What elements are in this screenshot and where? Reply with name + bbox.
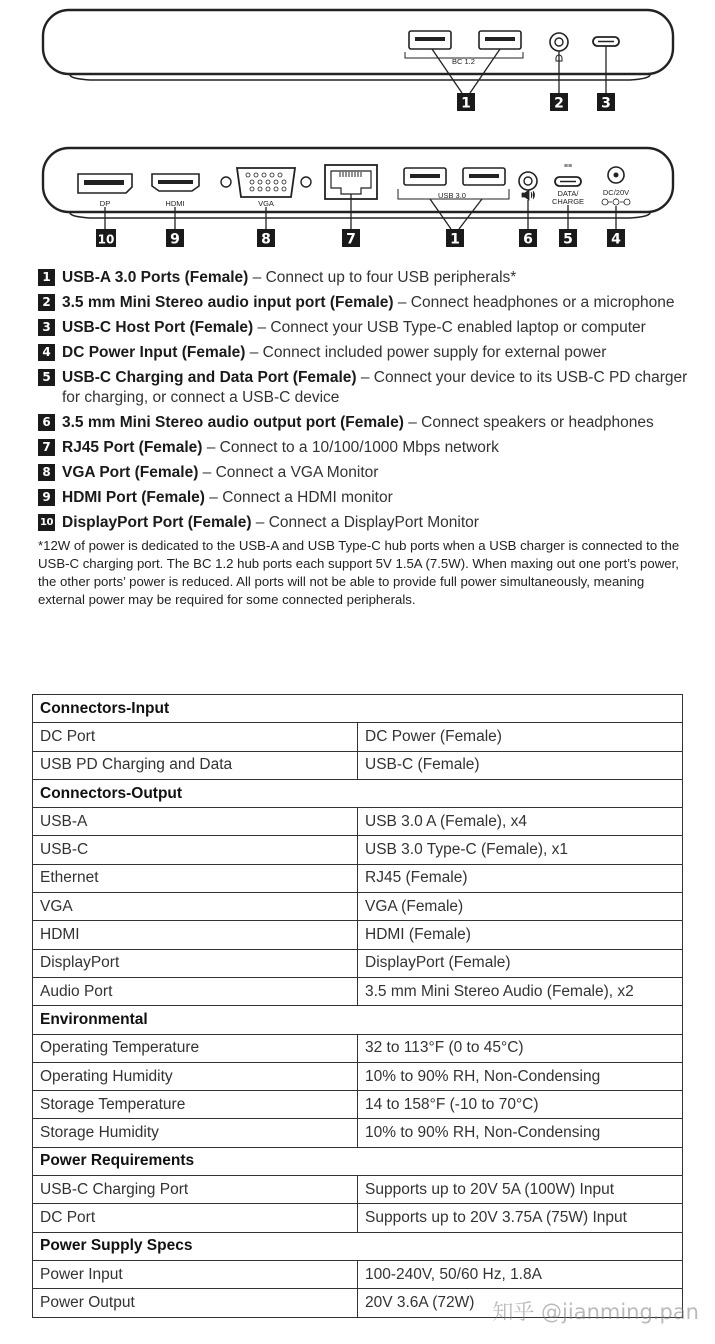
spec-value: USB 3.0 A (Female), x4 bbox=[358, 808, 683, 836]
legend-item bbox=[38, 368, 688, 408]
spec-label: Audio Port bbox=[33, 977, 358, 1005]
callout-badge: 6 bbox=[523, 231, 533, 248]
legend-desc: – Connect headphones or a microphone bbox=[393, 294, 675, 311]
callout-badge: 8 bbox=[261, 231, 271, 248]
legend-item bbox=[38, 318, 688, 338]
usb3-label: USB 3.0 bbox=[438, 191, 466, 200]
table-section-header bbox=[33, 779, 683, 807]
legend-title: RJ45 Port (Female) bbox=[62, 439, 203, 456]
legend-badge: 5 bbox=[38, 369, 55, 386]
callout-badge: 7 bbox=[346, 231, 356, 248]
watermark: 知乎 @jianming.pan bbox=[492, 1300, 699, 1324]
footnote: *12W of power is dedicated to the USB-A and USB Type-C hub ports when a USB charger is connected to the USB-C charging port. The BC 1.2 hub ports each support 5V 1.5A (7.5W). When maxing out one port’s power, the other ports’ power is reduced. All ports will not be able to provide full power simultaneously, meaning external power may be required for some connected peripherals. bbox=[38, 538, 680, 607]
legend-desc: – Connect up to four USB peripherals* bbox=[248, 269, 517, 286]
legend-item bbox=[38, 463, 688, 483]
legend-desc: – Connect included power supply for external power bbox=[245, 344, 607, 361]
table-row bbox=[33, 751, 683, 779]
spec-value: HDMI (Female) bbox=[358, 921, 683, 949]
hdmi-label: HDMI bbox=[165, 199, 185, 208]
table-row bbox=[33, 836, 683, 864]
table-row bbox=[33, 723, 683, 751]
spec-label: Operating Temperature bbox=[33, 1034, 358, 1062]
spec-label: HDMI bbox=[33, 921, 358, 949]
port-diagram bbox=[0, 0, 715, 262]
legend-badge: 6 bbox=[38, 414, 55, 431]
data-label: DATA/ bbox=[557, 189, 579, 198]
legend-badge: 1 bbox=[38, 269, 55, 286]
spec-value: 10% to 90% RH, Non-Condensing bbox=[358, 1119, 683, 1147]
bc-label: BC 1.2 bbox=[452, 57, 475, 66]
spec-value: VGA (Female) bbox=[358, 893, 683, 921]
section-title: Environmental bbox=[33, 1006, 683, 1034]
legend-badge: 9 bbox=[38, 489, 55, 506]
top-panel-body bbox=[43, 10, 673, 74]
section-title: Power Requirements bbox=[33, 1147, 683, 1175]
table-row bbox=[33, 1204, 683, 1232]
spec-value: Supports up to 20V 5A (100W) Input bbox=[358, 1176, 683, 1204]
spec-value: USB 3.0 Type-C (Female), x1 bbox=[358, 836, 683, 864]
table-row bbox=[33, 1062, 683, 1090]
section-title: Connectors-Output bbox=[33, 779, 683, 807]
table-row bbox=[33, 1176, 683, 1204]
legend-item bbox=[38, 488, 688, 508]
table-section-header bbox=[33, 1147, 683, 1175]
spec-label: Power Input bbox=[33, 1260, 358, 1288]
callout-badge: 1 bbox=[450, 231, 460, 248]
charge-label: CHARGE bbox=[551, 197, 585, 206]
table-row bbox=[33, 864, 683, 892]
legend-item bbox=[38, 268, 688, 288]
table-row bbox=[33, 921, 683, 949]
legend-badge: 3 bbox=[38, 319, 55, 336]
spec-label: Storage Temperature bbox=[33, 1091, 358, 1119]
table-row bbox=[33, 1034, 683, 1062]
spec-value: Supports up to 20V 3.75A (75W) Input bbox=[358, 1204, 683, 1232]
table-section-header bbox=[33, 1232, 683, 1260]
spec-value: 14 to 158°F (-10 to 70°C) bbox=[358, 1091, 683, 1119]
table-row bbox=[33, 893, 683, 921]
legend-desc: – Connect a HDMI monitor bbox=[204, 489, 393, 506]
table-section-header bbox=[33, 695, 683, 723]
callout-badge: 9 bbox=[170, 231, 180, 248]
port-legend bbox=[38, 268, 688, 609]
spec-label: USB-C bbox=[33, 836, 358, 864]
legend-title: HDMI Port (Female) bbox=[62, 489, 205, 506]
callout-badge: 1 bbox=[461, 95, 471, 112]
table-section-header bbox=[33, 1006, 683, 1034]
spec-value: 32 to 113°F (0 to 45°C) bbox=[358, 1034, 683, 1062]
legend-title: USB-C Charging and Data Port (Female) bbox=[62, 369, 357, 386]
spec-value: USB-C (Female) bbox=[358, 751, 683, 779]
legend-badge: 4 bbox=[38, 344, 55, 361]
bottom-panel bbox=[43, 148, 673, 248]
table-row bbox=[33, 1260, 683, 1288]
spec-label: USB-C Charging Port bbox=[33, 1176, 358, 1204]
spec-table bbox=[32, 694, 683, 1318]
callout-badge: 3 bbox=[601, 95, 611, 112]
legend-desc: – Connect your device to its USB-C PD charger for charging, or connect a USB-C device bbox=[62, 369, 688, 406]
spec-label: USB-A bbox=[33, 808, 358, 836]
legend-item bbox=[38, 413, 688, 433]
spec-value: DisplayPort (Female) bbox=[358, 949, 683, 977]
spec-value: 100-240V, 50/60 Hz, 1.8A bbox=[358, 1260, 683, 1288]
legend-title: USB-A 3.0 Ports (Female) bbox=[62, 269, 249, 286]
top-panel bbox=[43, 10, 673, 112]
legend-badge: 2 bbox=[38, 294, 55, 311]
legend-desc: – Connect to a 10/100/1000 Mbps network bbox=[202, 439, 499, 456]
callout-badge: 2 bbox=[554, 95, 564, 112]
legend-desc: – Connect your USB Type-C enabled laptop or computer bbox=[253, 319, 646, 336]
callout-badge: 5 bbox=[563, 231, 573, 248]
spec-label: Power Output bbox=[33, 1289, 358, 1317]
sparkle-mark: ≡≡ bbox=[563, 163, 573, 170]
callout-badge: 4 bbox=[611, 231, 621, 248]
spec-value: 3.5 mm Mini Stereo Audio (Female), x2 bbox=[358, 977, 683, 1005]
spec-label: DC Port bbox=[33, 1204, 358, 1232]
section-title: Power Supply Specs bbox=[33, 1232, 683, 1260]
spec-label: Ethernet bbox=[33, 864, 358, 892]
spec-value: RJ45 (Female) bbox=[358, 864, 683, 892]
table-row bbox=[33, 1091, 683, 1119]
table-row bbox=[33, 977, 683, 1005]
callout-badge: 10 bbox=[97, 232, 115, 247]
spec-label: Operating Humidity bbox=[33, 1062, 358, 1090]
dp-label: DP bbox=[99, 199, 111, 208]
legend-desc: – Connect a VGA Monitor bbox=[198, 464, 379, 481]
legend-item bbox=[38, 513, 688, 533]
dc-label: DC/20V bbox=[602, 188, 630, 197]
spec-value: 20V 3.6A (72W) bbox=[358, 1289, 683, 1317]
table-row bbox=[33, 808, 683, 836]
legend-item bbox=[38, 293, 688, 313]
legend-desc: – Connect a DisplayPort Monitor bbox=[251, 514, 479, 531]
legend-title: VGA Port (Female) bbox=[62, 464, 199, 481]
table-row bbox=[33, 1119, 683, 1147]
spec-label: DisplayPort bbox=[33, 949, 358, 977]
legend-title: DC Power Input (Female) bbox=[62, 344, 246, 361]
legend-title: USB-C Host Port (Female) bbox=[62, 319, 254, 336]
legend-badge: 10 bbox=[38, 514, 55, 531]
legend-title: DisplayPort Port (Female) bbox=[62, 514, 252, 531]
spec-label: VGA bbox=[33, 893, 358, 921]
section-title: Connectors-Input bbox=[33, 695, 683, 723]
legend-badge: 8 bbox=[38, 464, 55, 481]
legend-desc: – Connect speakers or headphones bbox=[403, 414, 654, 431]
spec-value: DC Power (Female) bbox=[358, 723, 683, 751]
table-row bbox=[33, 949, 683, 977]
legend-title: 3.5 mm Mini Stereo audio input port (Female) bbox=[62, 294, 394, 311]
legend-badge: 7 bbox=[38, 439, 55, 456]
legend-title: 3.5 mm Mini Stereo audio output port (Female) bbox=[62, 414, 404, 431]
spec-label: Storage Humidity bbox=[33, 1119, 358, 1147]
spec-label: DC Port bbox=[33, 723, 358, 751]
spec-label: USB PD Charging and Data bbox=[33, 751, 358, 779]
legend-item bbox=[38, 343, 688, 363]
spec-value: 10% to 90% RH, Non-Condensing bbox=[358, 1062, 683, 1090]
vga-label: VGA bbox=[258, 199, 274, 208]
legend-item bbox=[38, 438, 688, 458]
